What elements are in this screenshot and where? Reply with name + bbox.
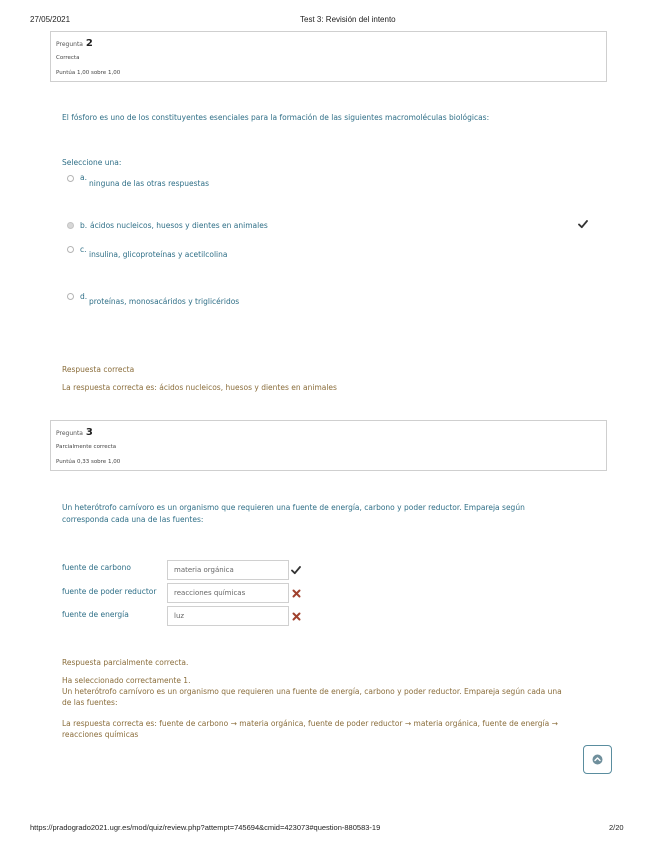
question-2-state: Correcta	[56, 55, 80, 61]
question-3-info	[50, 420, 607, 471]
print-title: Test 3: Revisión del intento	[300, 15, 396, 24]
check-icon	[578, 219, 588, 229]
question-label-text: Pregunta	[56, 41, 83, 48]
option-d-letter: d.	[80, 292, 88, 301]
check-icon	[291, 565, 301, 575]
question-2-text: El fósforo es uno de los constituyentes esenciales para la formación de las siguientes macromoléculas biológicas:	[62, 113, 490, 122]
x-icon	[292, 589, 301, 598]
question-number: 2	[85, 38, 93, 49]
option-a-text[interactable]: ninguna de las otras respuestas	[89, 179, 209, 188]
option-a-radio[interactable]	[67, 175, 74, 182]
match-select-energia[interactable]: luz	[167, 606, 289, 626]
question-2-info	[50, 31, 607, 82]
question-3-feedback-answer-line1: La respuesta correcta es: fuente de carbono → materia orgánica, fuente de poder reductor → materia orgánica, fuente de energía →	[62, 719, 558, 728]
option-b-radio[interactable]	[67, 222, 74, 229]
question-2-grade: Puntúa 1,00 sobre 1,00	[56, 70, 121, 76]
print-date: 27/05/2021	[30, 15, 71, 24]
match-label-carbono: fuente de carbono	[62, 563, 131, 572]
option-a-letter: a.	[80, 173, 87, 182]
print-url[interactable]: https://pradogrado2021.ugr.es/mod/quiz/review.php?attempt=745694&cmid=423073#question-880583-19	[30, 823, 381, 832]
print-page: 2/20	[609, 823, 624, 832]
option-b-letter: b.	[80, 221, 88, 230]
arrow-up-icon	[592, 754, 603, 765]
option-c-radio[interactable]	[67, 246, 74, 253]
match-label-poder-reductor: fuente de poder reductor	[62, 587, 157, 596]
question-3-text-line2: corresponda cada una de las fuentes:	[62, 515, 204, 524]
match-select-poder-reductor[interactable]: reacciones químicas	[167, 583, 289, 603]
question-2-feedback-answer: La respuesta correcta es: ácidos nucleicos, huesos y dientes en animales	[62, 383, 337, 392]
match-select-carbono[interactable]: materia orgánica	[167, 560, 289, 580]
question-3-text-line1: Un heterótrofo carnívoro es un organismo que requieren una fuente de energía, carbono y poder reductor. Empareja según	[62, 503, 525, 512]
question-number: 3	[85, 427, 93, 438]
option-b-text[interactable]: ácidos nucleicos, huesos y dientes en animales	[90, 221, 268, 230]
option-d-radio[interactable]	[67, 293, 74, 300]
question-3-feedback-answer-line2: reacciones químicas	[62, 730, 139, 739]
match-label-energia: fuente de energía	[62, 610, 129, 619]
x-icon	[292, 612, 301, 621]
question-3-label	[56, 427, 93, 438]
question-label-text: Pregunta	[56, 430, 83, 437]
question-3-feedback-repeat-line2: de las fuentes:	[62, 698, 118, 707]
back-to-top-button[interactable]	[583, 745, 612, 774]
question-3-grade: Puntúa 0,33 sobre 1,00	[56, 459, 121, 465]
option-c-letter: c.	[80, 245, 87, 254]
question-3-feedback-selected: Ha seleccionado correctamente 1.	[62, 676, 191, 685]
option-d-text[interactable]: proteínas, monosacáridos y triglicéridos	[89, 297, 240, 306]
option-c-text[interactable]: insulina, glicoproteínas y acetilcolina	[89, 250, 228, 259]
question-3-state: Parcialmente correcta	[56, 444, 117, 450]
question-3-feedback-title: Respuesta parcialmente correcta.	[62, 658, 189, 667]
question-2-feedback-title: Respuesta correcta	[62, 365, 135, 374]
question-2-prompt: Seleccione una:	[62, 158, 122, 167]
question-2-label	[56, 38, 93, 49]
question-3-feedback-repeat-line1: Un heterótrofo carnívoro es un organismo que requieren una fuente de energía, carbono y poder reductor. Empareja según cada una	[62, 687, 562, 696]
